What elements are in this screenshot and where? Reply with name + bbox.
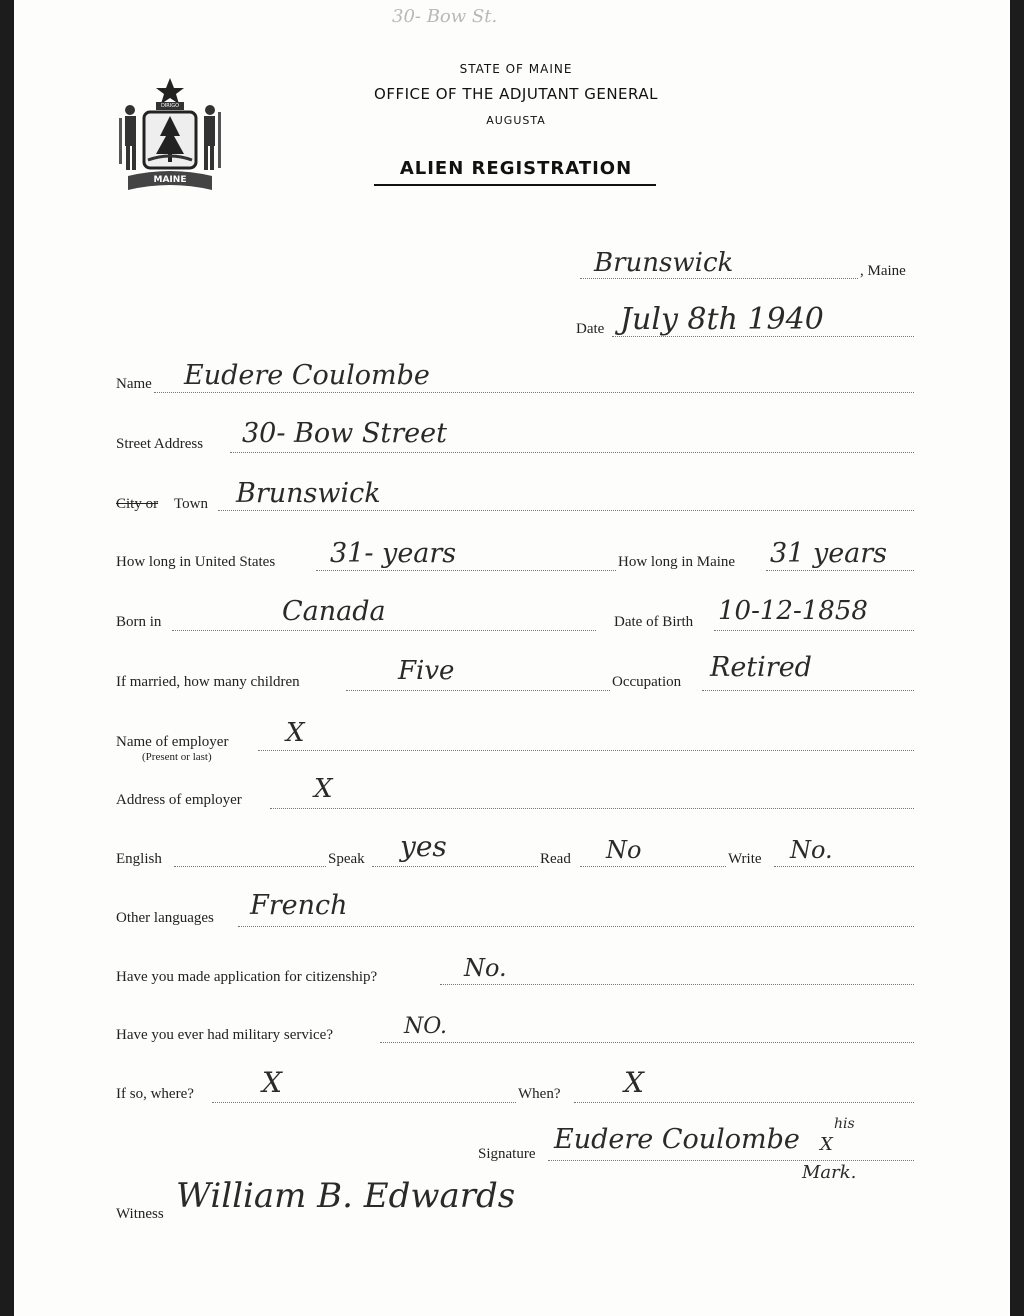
- occupation-label: Occupation: [612, 674, 682, 690]
- name-label: Name: [116, 376, 152, 392]
- street-label: Street Address: [116, 436, 204, 452]
- dob-dots: [714, 630, 914, 631]
- when-label: When?: [518, 1086, 561, 1102]
- employer-address-value: X: [314, 774, 333, 804]
- when-dots: [574, 1102, 914, 1103]
- employer-name-label: Name of employer: [116, 734, 229, 750]
- citizenship-value: No.: [464, 954, 507, 982]
- speak-label: Speak: [328, 851, 365, 867]
- maine-state-seal: [116, 76, 224, 200]
- seal-banner: MAINE: [153, 175, 187, 185]
- signature-mark-word: Mark.: [802, 1162, 857, 1183]
- military-label: Have you ever had military service?: [116, 1027, 333, 1043]
- english-label: English: [116, 851, 162, 867]
- date-label: Date: [576, 321, 605, 337]
- speak-dots: [372, 866, 538, 867]
- other-languages-label: Other languages: [116, 910, 214, 926]
- header-office: OFFICE OF THE ADJUTANT GENERAL: [374, 85, 658, 103]
- military-dots: [380, 1042, 914, 1043]
- write-value: No.: [790, 836, 833, 864]
- speak-value: yes: [400, 830, 447, 863]
- born-in-label: Born in: [116, 614, 162, 630]
- read-value: No: [606, 836, 642, 864]
- city-struck-label: City or: [116, 496, 159, 512]
- years-maine-value: 31 years: [770, 538, 888, 569]
- employer-name-dots: [258, 750, 914, 751]
- town-label: Town: [174, 496, 208, 512]
- years-us-dots: [316, 570, 616, 571]
- citizenship-dots: [440, 984, 914, 985]
- write-dots: [774, 866, 914, 867]
- signature-mark-x: X: [820, 1134, 833, 1155]
- military-value: NO.: [404, 1014, 447, 1039]
- town-dots: [218, 510, 914, 511]
- place-value: Brunswick: [594, 248, 734, 278]
- where-dots: [212, 1102, 516, 1103]
- street-value: 30- Bow Street: [242, 418, 447, 449]
- dob-value: 10-12-1858: [718, 596, 868, 626]
- english-dots: [174, 866, 326, 867]
- born-in-dots: [172, 630, 596, 631]
- other-languages-value: French: [250, 890, 348, 921]
- children-value: Five: [398, 656, 455, 686]
- header-city: AUGUSTA: [486, 114, 546, 127]
- signature-label: Signature: [478, 1146, 536, 1162]
- years-maine-label: How long in Maine: [618, 554, 736, 570]
- witness-label: Witness: [116, 1206, 164, 1222]
- top-pencil-note: 30- Bow St.: [392, 6, 498, 27]
- where-value: X: [262, 1066, 282, 1099]
- form-title: ALIEN REGISTRATION: [399, 158, 633, 179]
- witness-value: William B. Edwards: [176, 1176, 516, 1216]
- employer-name-sublabel: (Present or last): [142, 751, 212, 763]
- children-label: If married, how many children: [116, 674, 300, 690]
- years-maine-dots: [766, 570, 914, 571]
- registration-form-page: [14, 0, 1010, 1316]
- citizenship-label: Have you made application for citizenship?: [116, 969, 378, 985]
- name-value: Eudere Coulombe: [184, 360, 430, 391]
- seal-motto: DIRIGO: [160, 103, 180, 109]
- place-dots: [580, 278, 858, 279]
- children-dots: [346, 690, 610, 691]
- town-value: Brunswick: [236, 478, 381, 509]
- read-dots: [580, 866, 726, 867]
- employer-address-dots: [270, 808, 914, 809]
- other-languages-dots: [238, 926, 914, 927]
- years-us-value: 31- years: [330, 538, 457, 569]
- born-in-value: Canada: [282, 596, 386, 627]
- signature-dots: [548, 1160, 914, 1161]
- occupation-dots: [702, 690, 914, 691]
- write-label: Write: [728, 851, 762, 867]
- dob-label: Date of Birth: [614, 614, 694, 630]
- where-label: If so, where?: [116, 1086, 194, 1102]
- place-suffix: , Maine: [860, 263, 906, 279]
- employer-address-label: Address of employer: [116, 792, 242, 808]
- title-underline: [374, 184, 656, 186]
- when-value: X: [624, 1066, 644, 1099]
- employer-name-value: X: [286, 718, 305, 748]
- signature-mark-his: his: [834, 1116, 855, 1132]
- name-dots: [154, 392, 914, 393]
- header-state: STATE OF MAINE: [459, 62, 573, 76]
- read-label: Read: [540, 851, 571, 867]
- street-dots: [230, 452, 914, 453]
- date-value: July 8th 1940: [620, 302, 824, 337]
- occupation-value: Retired: [710, 652, 812, 683]
- signature-value: Eudere Coulombe: [554, 1124, 800, 1155]
- years-us-label: How long in United States: [116, 554, 276, 570]
